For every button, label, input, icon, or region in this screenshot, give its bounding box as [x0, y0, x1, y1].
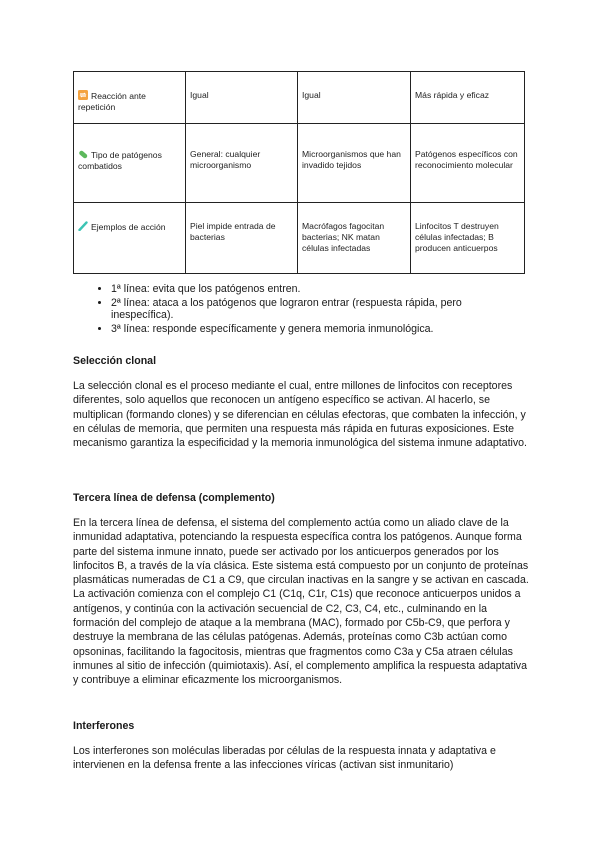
table-cell: Macrófagos fagocitan bacterias; NK matan células infectadas [298, 203, 411, 274]
defense-lines-table [73, 71, 525, 274]
table-cell: Más rápida y eficaz [411, 72, 525, 124]
defense-lines-list [73, 283, 525, 335]
section-body-interferons: Los interferones son moléculas liberadas por células de la respuesta innata y adaptativa e intervienen en la defensa frente a las infecciones víricas (activan sist inmunitario) [73, 745, 496, 772]
table-cell: Igual [186, 72, 298, 124]
row-header-cell [74, 203, 186, 274]
table-cell: Microorganismos que han invadido tejidos [298, 124, 411, 203]
table-cell: Linfocitos T destruyen células infectadas; B producen anticuerpos [411, 203, 525, 274]
table-cell: General: cualquier microorganismo [186, 124, 298, 203]
pill-capsule-icon [78, 149, 88, 159]
row-header-cell [74, 72, 186, 124]
table-cell: Piel impide entrada de bacterias [186, 203, 298, 274]
row-label: Tipo de patógenos combatidos [78, 150, 162, 171]
list-item: • 3ª línea: responde específicamente y genera memoria inmunológica. [111, 323, 525, 335]
table-cell: Patógenos específicos con reconocimiento molecular [411, 124, 525, 203]
table-row [74, 203, 525, 274]
row-label: Reacción ante repetición [78, 91, 146, 112]
section-body-clonal-selection: La selección clonal es el proceso mediante el cual, entre millones de linfocitos con receptores diferentes, solo aquellos que reconocen un antígeno específico se activan. Al hacerlo, se multiplican (formando clones) y se diferencian en células efectoras, que combaten la infección, y en células de memoria, que permiten una respuesta más rápida en futuras exposiciones. Este mecanismo garantiza la especificidad y la memoria inmunológica del sistema inmune adaptativo. [73, 380, 527, 450]
table-cell: Igual [298, 72, 411, 124]
table-row [74, 124, 525, 203]
list-item: • 2ª línea: ataca a los patógenos que lograron entrar (respuesta rápida, pero inespecífica). [111, 297, 525, 322]
table-row [74, 72, 525, 124]
section-heading-clonal-selection: Selección clonal [73, 355, 157, 367]
section-heading-complement: Tercera línea de defensa (complemento) [73, 492, 275, 504]
row-label: Ejemplos de acción [91, 222, 166, 232]
section-body-complement: En la tercera línea de defensa, el sistema del complemento actúa como un aliado clave de la inmunidad adaptativa, potenciando la respuesta específica contra los patógenos. Aunque forma parte del sistema inmune innato, puede ser activado por los anticuerpos generados por los linfocitos B, a través de la vía clásica. Este sistema está compuesto por un conjunto de proteínas plasmáticas numeradas de C1 a C9, que circulan inactivas en la sangre y se activan en cascada. La activación comienza con el complejo C1 (C1q, C1r, C1s) que reconoce anticuerpos unidos a antígenos, y continúa con la activación secuencial de C2, C3, C4, etc., culminando en la formación del complejo de ataque a la membrana (MAC), formado por C5b-C9, que perfora y destruye la membrana de las células patógenas. Además, proteínas como C3b actúan como opsoninas, facilitando la fagocitosis, mientras que fragmentos como C3a y C5a atraen células inmunes al sitio de infección (quimiotaxis). Así, el complemento amplifica la respuesta adaptativa y contribuye a eliminar eficazmente los microorganismos. [73, 517, 529, 687]
list-item: • 1ª línea: evita que los patógenos entren. [111, 283, 525, 295]
comparison-table-container [73, 71, 525, 337]
repeat-arrows-icon [78, 90, 88, 100]
syringe-icon [78, 221, 88, 231]
section-heading-interferons: Interferones [73, 720, 135, 732]
row-header-cell [74, 124, 186, 203]
